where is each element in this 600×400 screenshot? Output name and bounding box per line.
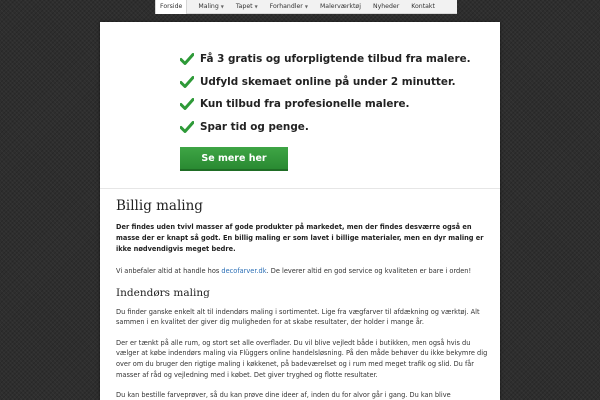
nav-item-label: Tapet <box>235 3 253 10</box>
article <box>116 198 492 400</box>
nav-item-tapet[interactable] <box>236 0 258 14</box>
paragraph: Du finder ganske enkelt alt til indendørs maling i sortimentet. Lige fra vægfarver til afdækning og værktøj. Alt sammen i en kvalitet der giver dig muligheden for at skabe resultater, der holder i mange år. <box>116 307 480 327</box>
paragraph: Du kan bestille farveprøver, så du kan prøve dine ideer af, inden du for alvor går i gang. Du kan blive <box>116 391 451 400</box>
chevron-down-icon: ▼ <box>254 4 258 9</box>
nav-item-label: Maling <box>198 3 219 10</box>
nav-item-label: Kontakt <box>411 3 435 10</box>
section-title: Indendørs maling <box>116 286 210 299</box>
nav-item-label: Malerværktøj <box>319 3 361 10</box>
nav-item-nyheder[interactable] <box>373 0 399 14</box>
recommend-paragraph <box>116 266 492 277</box>
check-icon <box>180 98 194 110</box>
promo-bullet-text: Kun tilbud fra profesionelle malere. <box>200 98 410 110</box>
promo-bullet <box>180 96 410 112</box>
paragraph: Der er tænkt på alle rum, og stort set alle overflader. Du vil blive vejledt både i butikken, men også hvis du vælger at købe indendørs maling via Flüggers online handelsløsning. På den måde behøver du ikke bekymre dig over om du bruger den rigtige maling i køkkenet, på badeværelset og i rum med meget trafik og slid. Du får masser af råd og vejledning med i købet. Det giver tryghed og flotte resultater. <box>116 338 488 379</box>
content-panel <box>100 22 500 400</box>
promo-bullet <box>180 74 456 90</box>
nav-item-label: Forside <box>160 3 183 10</box>
chevron-down-icon: ▼ <box>220 4 224 9</box>
nav-item-label: Forhandler <box>269 3 303 10</box>
nav-item-kontakt[interactable] <box>411 0 435 14</box>
nav-item-forhandler[interactable] <box>270 0 308 14</box>
promo-box <box>100 22 500 189</box>
check-icon <box>180 76 194 88</box>
promo-bullet-text: Spar tid og penge. <box>200 121 309 133</box>
see-more-button[interactable]: Se mere her <box>180 147 288 171</box>
nav-item-forside[interactable] <box>155 0 187 14</box>
page-title: Billig maling <box>116 198 203 214</box>
nav-item-malervaerktoej[interactable] <box>320 0 361 14</box>
recommend-text: Vi anbefaler altid at handle hos <box>116 267 222 275</box>
check-icon <box>180 53 194 65</box>
chevron-down-icon: ▼ <box>304 4 308 9</box>
promo-bullet <box>180 51 471 67</box>
promo-bullet-text: Udfyld skemaet online på under 2 minutter. <box>200 76 456 88</box>
nav-item-maling[interactable] <box>198 0 224 14</box>
nav-item-label: Nyheder <box>372 3 400 10</box>
top-navigation <box>155 0 457 14</box>
promo-bullet-text: Få 3 gratis og uforpligtende tilbud fra malere. <box>200 53 471 65</box>
decofarver-link[interactable]: decofarver.dk <box>221 267 267 275</box>
article-lead: Der findes uden tvivl masser af gode produkter på markedet, men der findes desværre også en masse der er knapt så godt. En billig maling er som lavet i billige materialer, men en dyr maling er ikke nødvendigvis meget bedre. <box>116 223 484 253</box>
promo-bullet <box>180 119 309 135</box>
recommend-text: . De leverer altid en god service og kvaliteten er bare i orden! <box>266 267 472 275</box>
check-icon <box>180 121 194 133</box>
